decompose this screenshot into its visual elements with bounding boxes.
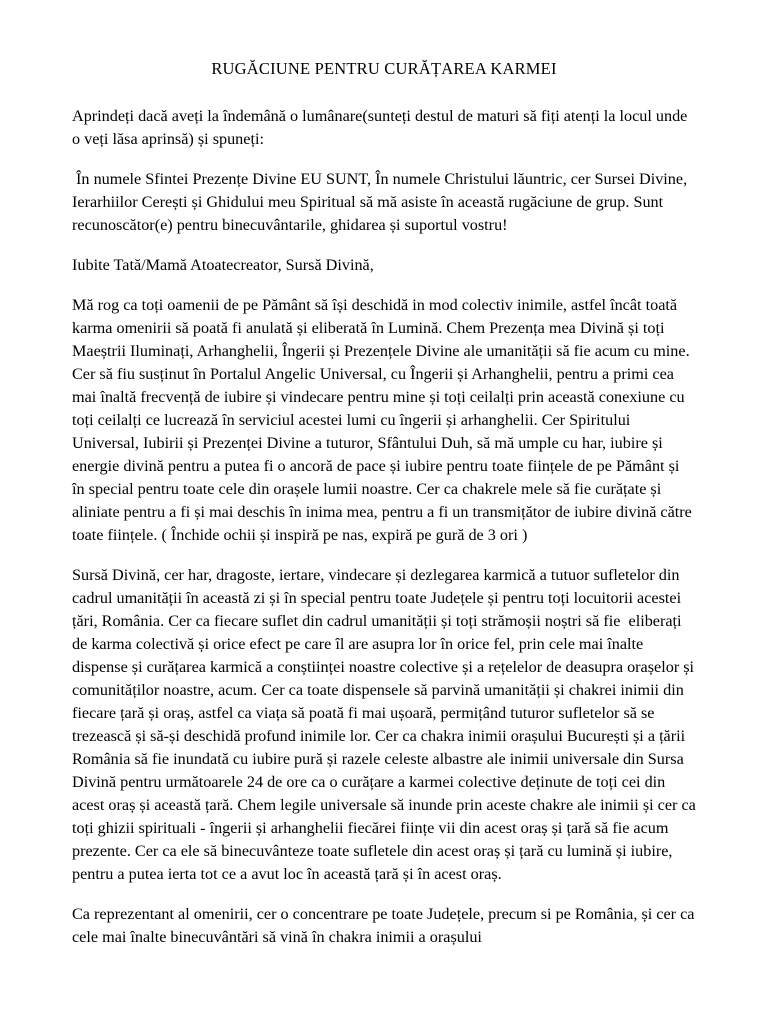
page-title: RUGĂCIUNE PENTRU CURĂȚAREA KARMEI [211,59,557,78]
paragraph-1: Aprindeți dacă aveți la îndemână o lumânare(sunteți destul de maturi să fiți atenți la locul unde o veți lăsa aprinsă) și spuneți: [72,107,692,149]
paragraph-3: Iubite Tată/Mamă Atoatecreator, Sursă Divină, [72,256,374,275]
paragraph-4: Mă rog ca toți oamenii de pe Pământ să își deschidă in mod colectiv inimile, astfel încât toată karma omenirii să poată fi anulată și eliberată în Lumină. Chem Prezența mea Divină și toți Maeștrii Iluminați, Arhanghelii, Îngerii și Prezențele Divine ale umanității să fie acum cu mine. Cer să fiu susținut în Portalul Angelic Universal, cu Îngerii și Arhanghelii, pentru a primi cea mai înaltă frecvență de iubire și vindecare pentru mine și toți ceilalți prin această conexiune cu toți ceilalți ce lucrează în serviciul acestei lumi cu îngerii și arhanghelii. Cer Spiritului Universal, Iubirii și Prezenței Divine a tuturor, Sfântului Duh, să mă umple cu har, iubire și energie divină pentru a putea fi o ancoră de pace și iubire pentru toate ființele de pe Pământ și în special pentru toate cele din orașele lumii noastre. Cer ca chakrele mele să fie curățate și aliniate pentru a fi și mai deschis în inima mea, pentru a fi un transmițător de iubire divină către toate ființele. ( Închide ochii și inspiră pe nas, expiră pe gură de 3 ori ) [72,296,698,545]
paragraph-2: În numele Sfintei Prezențe Divine EU SUNT, În numele Christului lăuntric, cer Sursei Divine, Ierarhiilor Cerești și Ghidului meu Spiritual să mă asiste în această rugăciune de grup. Sunt recunoscător(e) pentru binecuvântarile, ghidarea și suportul vostru! [72,170,692,235]
paragraph-5: Sursă Divină, cer har, dragoste, iertare, vindecare și dezlegarea karmică a tutuor sufletelor din cadrul umanității în această zi și în special pentru toate Județele și pentru toți locuitorii acestei țări, România. Cer ca fiecare suflet din cadrul umanității și toți strămoșii noștri să fie eliberați de karma colectivă și orice efect pe care îl are asupra lor în orice fel, prin cele mai înalte dispense și curățarea karmică a conștiinței noastre colective și a rețelelor de deasupra orașelor și comunităților noastre, acum. Cer ca toate dispensele să parvină umanității și chakrei inimii din fiecare țară și oraș, astfel ca viața să poată fi mai ușoară, permițând tuturor sufletelor să se trezească și să-și deschidă profund inimile lor. Cer ca chakra inimii orașului București și a țării România să fie inundată cu iubire pură și razele celeste albastre ale inimii universale din Sursa Divină pentru următoarele 24 de ore ca o curățare a karmei colective deținute de toți cei din acest oraș și această țară. Chem legile universale să inunde prin aceste chakre ale inimii și cer ca toți ghizii spirituali - îngerii și arhanghelii fiecărei ființe vii din acest oraș și țară să fie acum prezente. Cer ca ele să binecuvânteze toate sufletele din acest oraș și țară cu lumină și iubire, pentru a putea ierta tot ce a avut loc în această țară și în acest oraș. [72,566,700,884]
paragraph-6: Ca reprezentant al omenirii, cer o concentrare pe toate Județele, precum si pe România, și cer ca cele mai înalte binecuvântări să vină în chakra inimii a orașului [72,905,699,947]
